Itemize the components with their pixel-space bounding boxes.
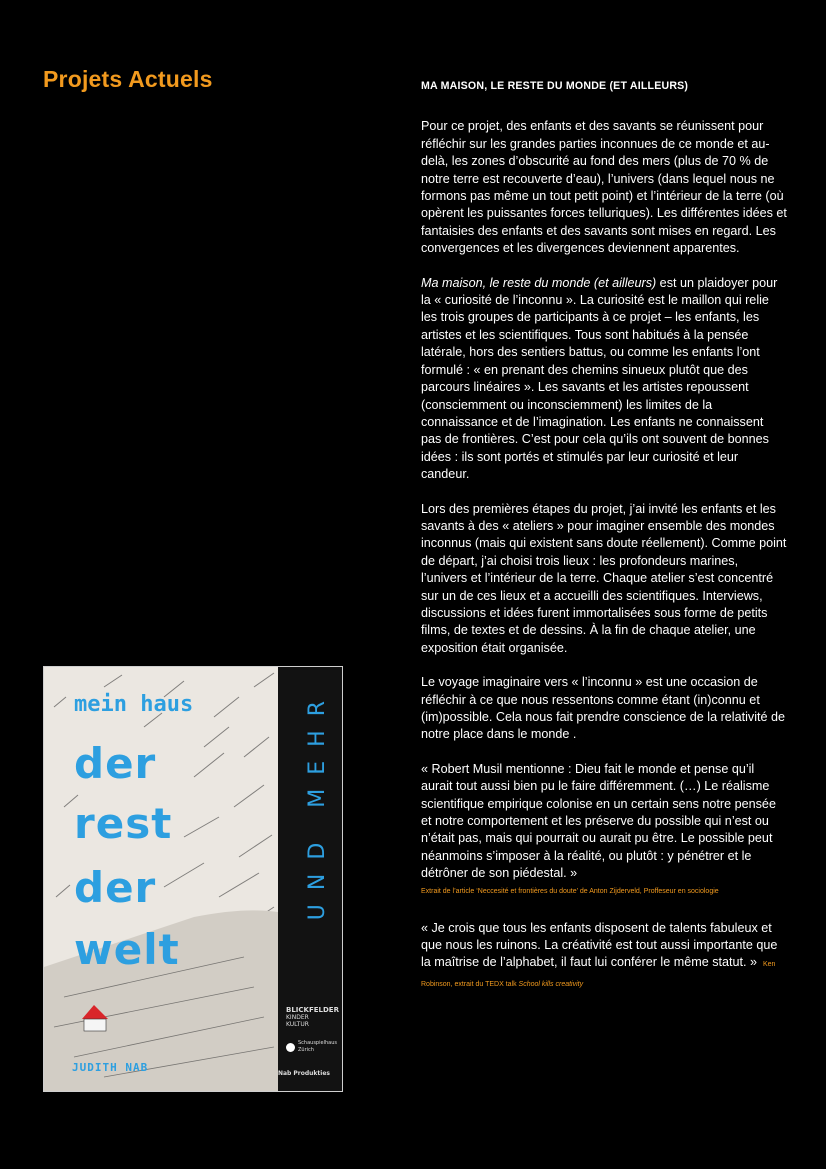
- partner-logo: [286, 1040, 337, 1054]
- poster-producer: Nab Produkties: [277, 1070, 330, 1077]
- partner-dot-icon: [286, 1043, 295, 1052]
- paragraph-3: Lors des premières étapes du projet, j’ai invité les enfants et les savants à des « ateliers » pour imaginer ensemble des mondes inconnus (mais qui existent sans doute réellement). Comme point de départ, j’ai choisi trois lieux : les profondeurs marines, l’univers et l’intérieur de la terre. Chaque atelier s’est concentré sur un de ces lieux et a accueilli des scientifiques. Interviews, discussions et idées furent immortalisées sous forme de petits films, de textes et de dessins. À la fin de chaque atelier, une exposition était organisée.: [421, 501, 787, 655]
- citation-robinson: Ken Robinson, extrait du TEDX talk School kills creativity: [421, 961, 776, 988]
- citation-zijderveld: Extrait de l’article ‘Neccesité et frontières du doute’ de Anton Zijderveld, Proffeseur en sociologie: [421, 887, 719, 895]
- section-title: Projets Actuels: [43, 66, 213, 92]
- poster-vertical-text: UND MEHR: [305, 687, 330, 921]
- poster-title-word: welt: [74, 925, 180, 974]
- paragraph-1: Pour ce projet, des enfants et des savants se réunissent pour réfléchir sur les grandes parties inconnues de ce monde et au-delà, les zones d’obscurité au fond des mers (plus de 70 % de notre terre est recouverte d’eau), l’univers (dans lequel nous ne formons pas même un tout petit point) et l’intérieur de la terre (où opèrent les puissantes forces telluriques). Les différentes idées et fantaisies des enfants et des savants sont mises en regard. Les convergences et les divergences deviennent apparentes.: [421, 119, 787, 256]
- poster-title-word: rest: [74, 799, 173, 848]
- article-title: MA MAISON, LE RESTE DU MONDE (ET AILLEURS): [421, 80, 689, 92]
- quote-robinson-text: « Je crois que tous les enfants disposent de talents fabuleux et que nous les ruinons. La créativité est tout aussi importante que la maîtrise de l’alphabet, il faut lui conférer le même statut. »: [421, 920, 778, 970]
- sponsor-subtitle: KINDER KULTUR: [286, 1014, 309, 1028]
- paragraph-2-text: est un plaidoyer pour la « curiosité de l’inconnu ». La curiosité est le maillon qui relie les trois groupes de participants à ce projet – les enfants, les artistes et les scientifiques. Tous sont habitués à la pensée latérale, hors des sentiers battus, ou comme les enfants l’ont formulé : « en prenant des chemins sinueux plutôt que des parcours linéaires ». Les savants et les artistes repoussent (consciemment ou inconsciemment) les limites de la connaissance et de l’imagination. Les enfants ne connaissent pas de frontières. C’est pour cela qu’ils ont souvent de bonnes idées : ils sont portés et stimulés par leur curiosité et leur candeur.: [421, 275, 778, 482]
- poster-title-small: mein haus: [74, 692, 194, 717]
- quote-robinson: [421, 920, 787, 994]
- project-title-italic: Ma maison, le reste du monde (et ailleurs): [421, 275, 657, 290]
- poster-title-word: der: [74, 863, 157, 912]
- quote-musil: « Robert Musil mentionne : Dieu fait le monde et pense qu’il aurait tout aussi bien pu le faire différemment. (…) Le réalisme scientifique empirique colonise en un certain sens notre pensée et notre comportement et les préserve du possible qui n’est ou n’était pas, mais qui pourrait ou aurait pu être. Le possible peut néanmoins s’imposer à la réalité, ou plutôt : y pénétrer et le détrôner de son piédestal. »: [421, 761, 776, 881]
- paragraph-4: Le voyage imaginaire vers « l’inconnu » est une occasion de réfléchir à ce que nous ressentons comme étant (in)connu et (im)possible. Cela nous fait prendre conscience de la relativité de notre place dans le monde .: [421, 675, 786, 742]
- poster-author: JUDITH NAB: [72, 1061, 149, 1074]
- sponsor-logo-text: BLICKFELDER: [286, 1006, 339, 1014]
- poster-image: [43, 666, 343, 1092]
- article: [421, 78, 787, 1010]
- poster-title-word: der: [74, 739, 157, 788]
- partner-name: Schauspielhaus Zürich: [298, 1040, 337, 1053]
- paragraph-2: [421, 275, 787, 484]
- poster-sponsor: [286, 1006, 339, 1054]
